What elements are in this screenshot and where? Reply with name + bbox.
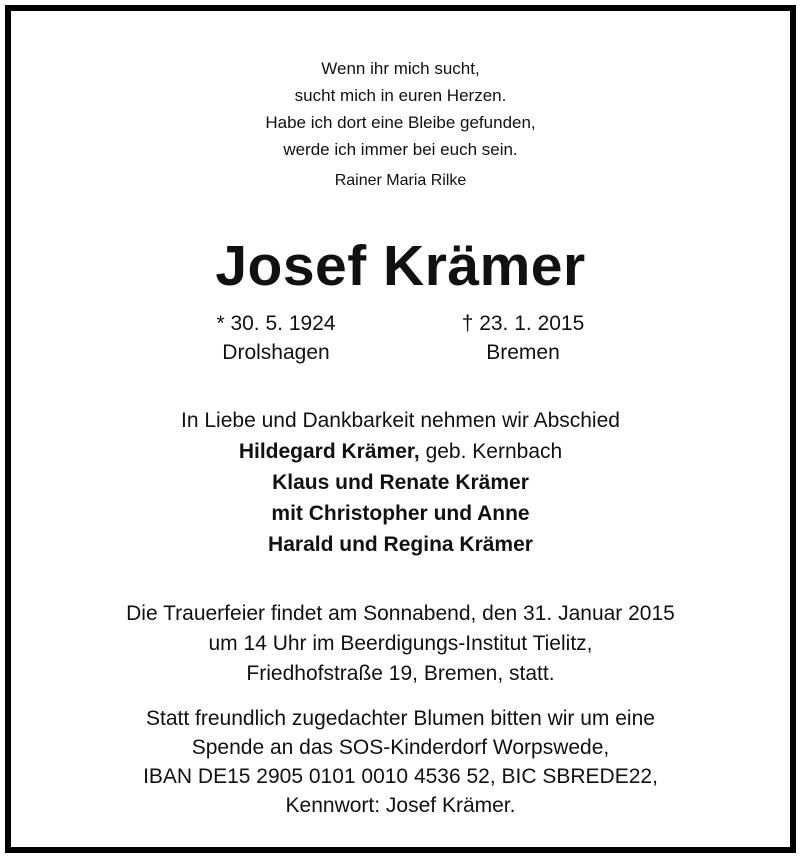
poem-line: Wenn ihr mich sucht, bbox=[321, 59, 480, 78]
poem-author: Rainer Maria Rilke bbox=[334, 172, 467, 189]
donation-info bbox=[11, 704, 790, 820]
funeral-line: Friedhofstraße 19, Bremen, statt. bbox=[246, 662, 555, 685]
birth-info bbox=[176, 309, 376, 367]
poem-line: werde ich immer bei euch sein. bbox=[283, 140, 518, 159]
donation-line: Statt freundlich zugedachter Blumen bitten wir um eine bbox=[146, 707, 655, 730]
death-date: † 23. 1. 2015 bbox=[461, 312, 585, 335]
death-info bbox=[423, 309, 623, 367]
deceased-name: Josef Krämer bbox=[215, 234, 586, 298]
mourner-name: Hildegard Krämer, bbox=[238, 440, 420, 463]
mourners-block bbox=[11, 405, 790, 560]
donation-line: IBAN DE15 2905 0101 0010 4536 52, BIC SBREDE22, bbox=[143, 765, 658, 788]
birth-place: Drolshagen bbox=[222, 341, 330, 364]
mourner-line: Klaus und Renate Krämer bbox=[272, 471, 529, 494]
mourner-maiden-name: geb. Kernbach bbox=[419, 440, 563, 463]
donation-line: Kennwort: Josef Krämer. bbox=[285, 794, 516, 817]
mourner-line: Harald und Regina Krämer bbox=[268, 533, 533, 556]
poem-line: sucht mich in euren Herzen. bbox=[294, 86, 507, 105]
funeral-line: um 14 Uhr im Beerdigungs-Institut Tielitz, bbox=[208, 632, 593, 655]
poem-line: Habe ich dort eine Bleibe gefunden, bbox=[265, 113, 536, 132]
obituary-frame bbox=[5, 5, 796, 853]
birth-date: * 30. 5. 1924 bbox=[216, 312, 336, 335]
mourners-intro: In Liebe und Dankbarkeit nehmen wir Abschied bbox=[181, 409, 620, 432]
funeral-line: Die Trauerfeier findet am Sonnabend, den 31. Januar 2015 bbox=[126, 602, 675, 625]
death-place: Bremen bbox=[486, 341, 560, 364]
poem bbox=[11, 55, 790, 194]
donation-line: Spende an das SOS-Kinderdorf Worpswede, bbox=[191, 736, 610, 759]
funeral-info bbox=[11, 599, 790, 689]
mourner-line bbox=[11, 436, 790, 467]
mourner-line: mit Christopher und Anne bbox=[271, 502, 530, 525]
obituary-content bbox=[11, 11, 790, 847]
